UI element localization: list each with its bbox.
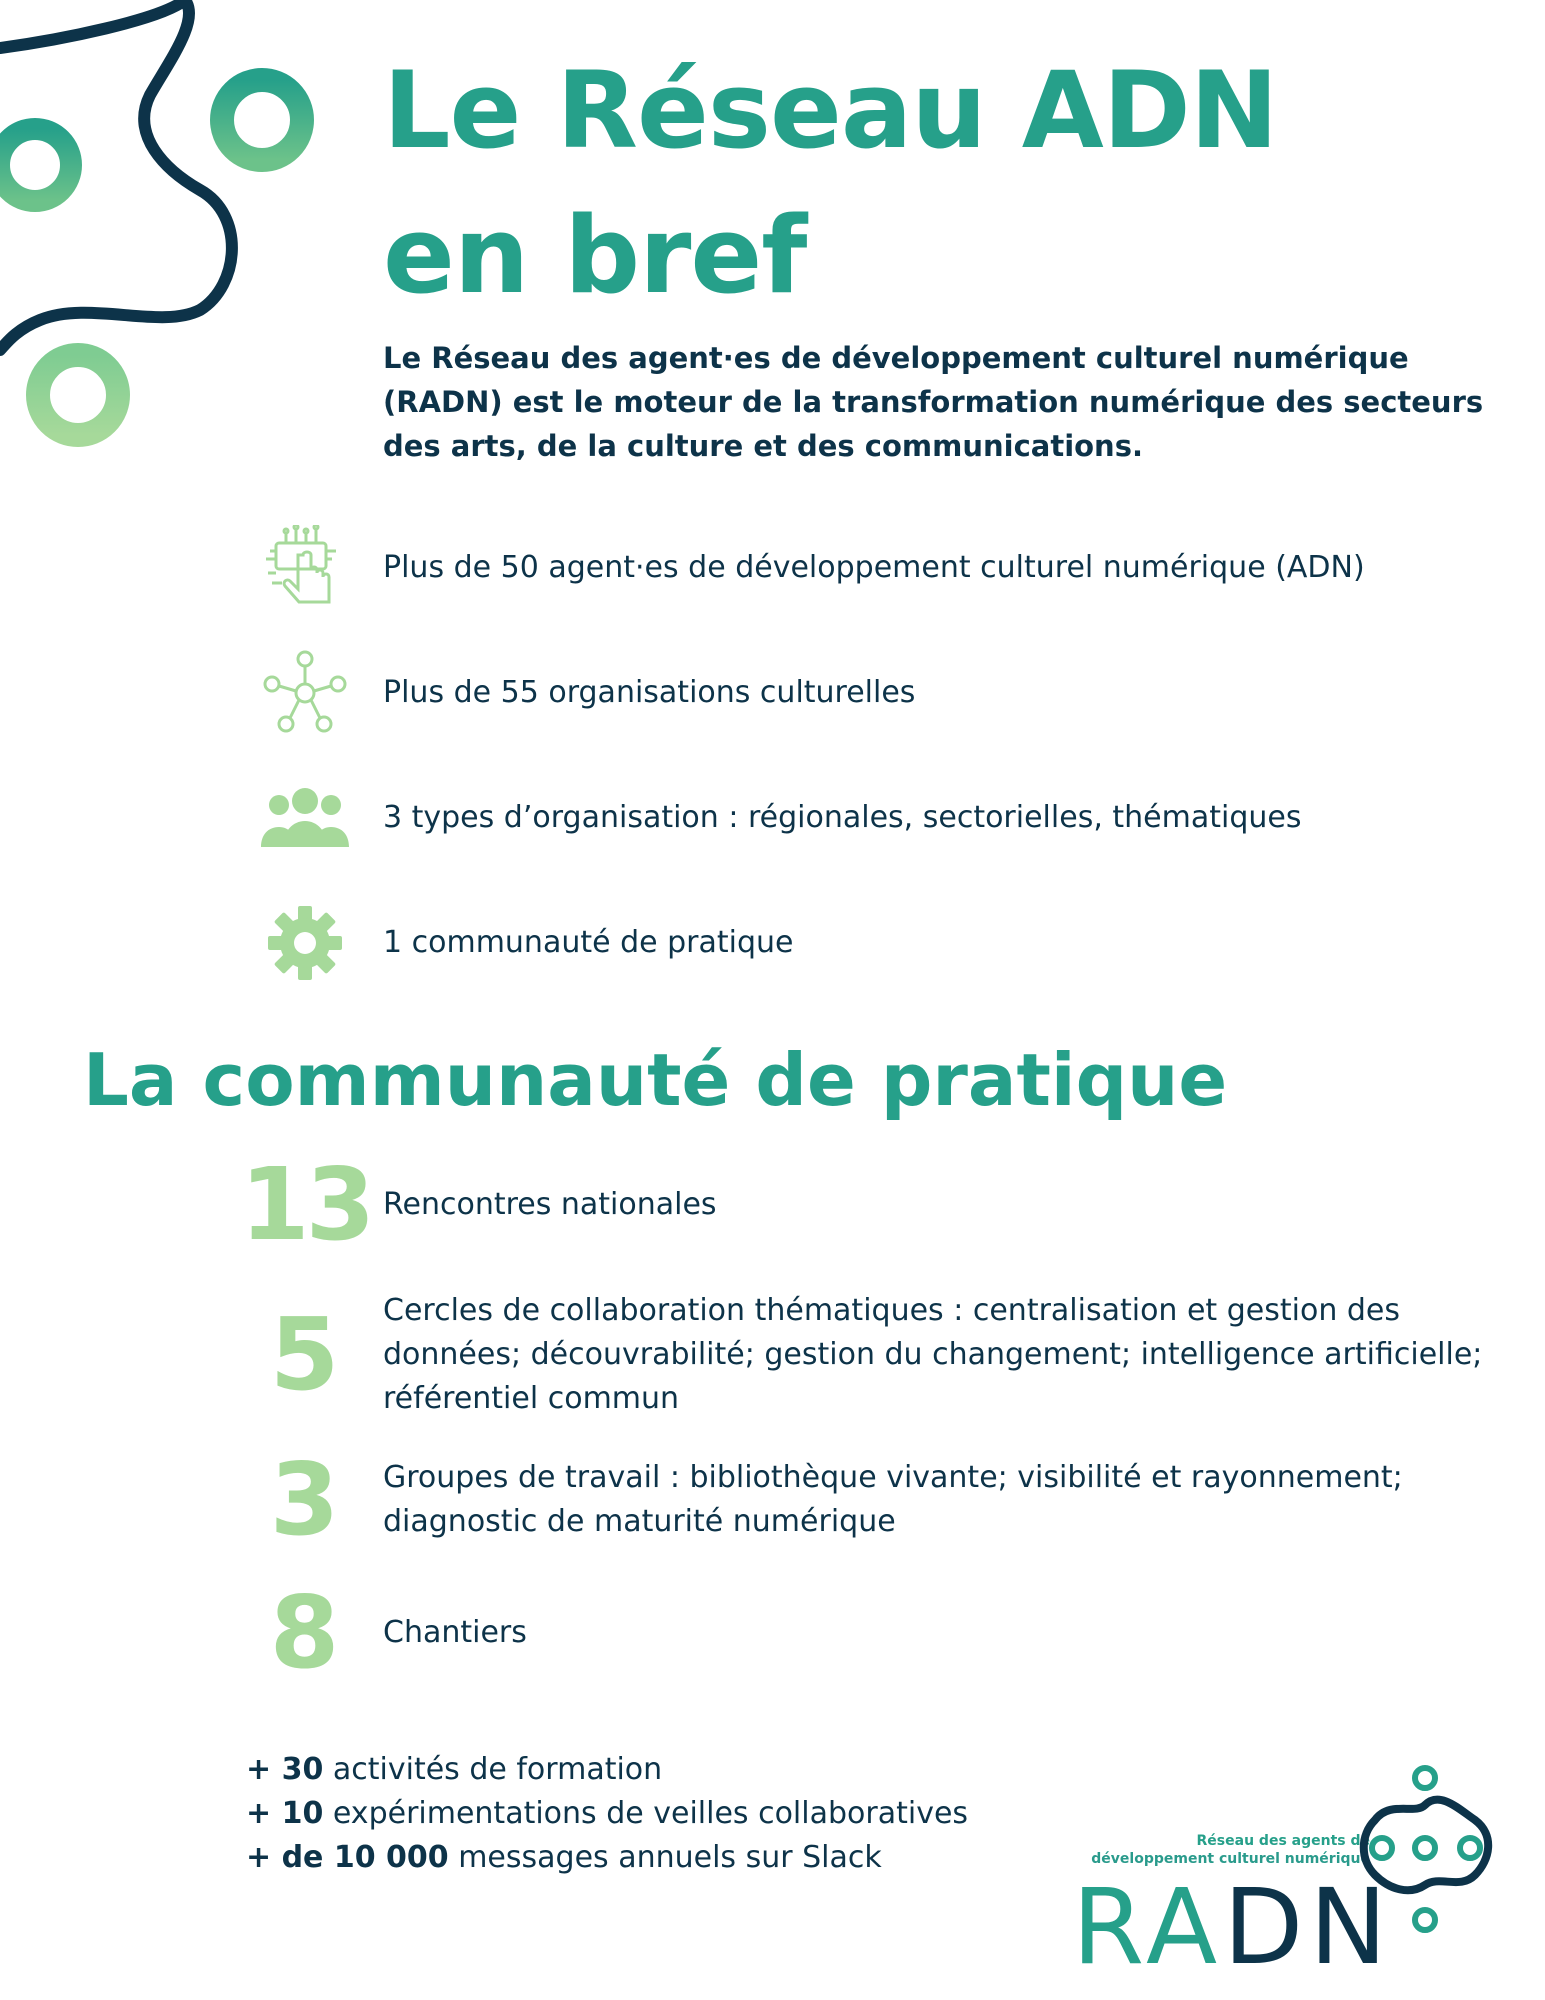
list-item	[246, 1748, 968, 1792]
community-text: Rencontres nationales	[383, 1187, 717, 1222]
radn-logo	[1050, 1760, 1520, 1988]
community-text: Cercles de collaboration thématiques : centralisation et gestion des données; découvrabilité; gestion du changement; intelligence artificielle; référentiel commun	[383, 1293, 1483, 1416]
ring-top-right	[222, 80, 302, 160]
community-text: Groupes de travail : bibliothèque vivante; visibilité et rayonnement; diagnostic de maturité numérique	[383, 1460, 1403, 1539]
page-title	[383, 38, 1277, 328]
stat-text: 3 types d’organisation : régionales, sectorielles, thématiques	[383, 800, 1302, 835]
community-number: 3	[269, 1441, 336, 1558]
extra-stats-list	[246, 1748, 968, 1880]
logo-wordmark-ra: RA	[1072, 1866, 1224, 1988]
community-section-title: La communauté de pratique	[83, 1038, 1228, 1122]
community-item-cercles	[240, 1288, 1520, 1422]
stat-item-agents	[250, 518, 1510, 618]
stat-item-organisations	[250, 643, 1510, 743]
community-text: Chantiers	[383, 1615, 527, 1650]
stat-item-community	[250, 893, 1510, 993]
community-number: 5	[269, 1296, 336, 1413]
ring-bottom	[38, 355, 118, 435]
stat-text: Plus de 50 agent·es de développement culturel numérique (ADN)	[383, 550, 1365, 585]
group-icon	[250, 768, 360, 868]
network-icon	[250, 643, 360, 743]
logo-wordmark-dn: DN	[1223, 1866, 1394, 1988]
gear-icon	[250, 893, 360, 993]
extra-prefix: + 10	[246, 1796, 324, 1831]
extra-prefix: + 30	[246, 1752, 324, 1787]
list-item	[246, 1792, 968, 1836]
list-item	[246, 1836, 968, 1880]
community-item-rencontres	[240, 1146, 1520, 1263]
ring-left	[0, 129, 71, 201]
community-item-groupes	[240, 1441, 1520, 1558]
community-number: 13	[240, 1146, 372, 1263]
hand-circuit-icon	[250, 518, 360, 618]
intro-paragraph: Le Réseau des agent·es de développement culturel numérique (RADN) est le moteur de la transformation numérique des secteurs des arts, de la culture et des communications.	[383, 341, 1484, 463]
stat-text: Plus de 55 organisations culturelles	[383, 675, 916, 710]
community-number: 8	[269, 1574, 336, 1691]
logo-tagline-line1: Réseau des agents de	[1196, 1833, 1370, 1849]
stat-text: 1 communauté de pratique	[383, 925, 794, 960]
stat-item-types	[250, 768, 1510, 868]
logo-mark-icon	[1330, 1760, 1520, 1950]
extra-text: activités de formation	[323, 1752, 663, 1787]
extra-text: expérimentations de veilles collaboratives	[323, 1796, 969, 1831]
decorative-wave-graphic	[0, 0, 330, 470]
page-title-line2: en bref	[383, 194, 807, 317]
page-title-line1: Le Réseau ADN	[383, 49, 1278, 172]
community-item-chantiers	[240, 1574, 1520, 1691]
extra-prefix: + de 10 000	[246, 1840, 449, 1875]
extra-text: messages annuels sur Slack	[448, 1840, 882, 1875]
wave-line	[0, 0, 232, 350]
logo-tagline-line2: développement culturel numérique	[1091, 1851, 1370, 1867]
logo-tagline	[1091, 1832, 1370, 1868]
